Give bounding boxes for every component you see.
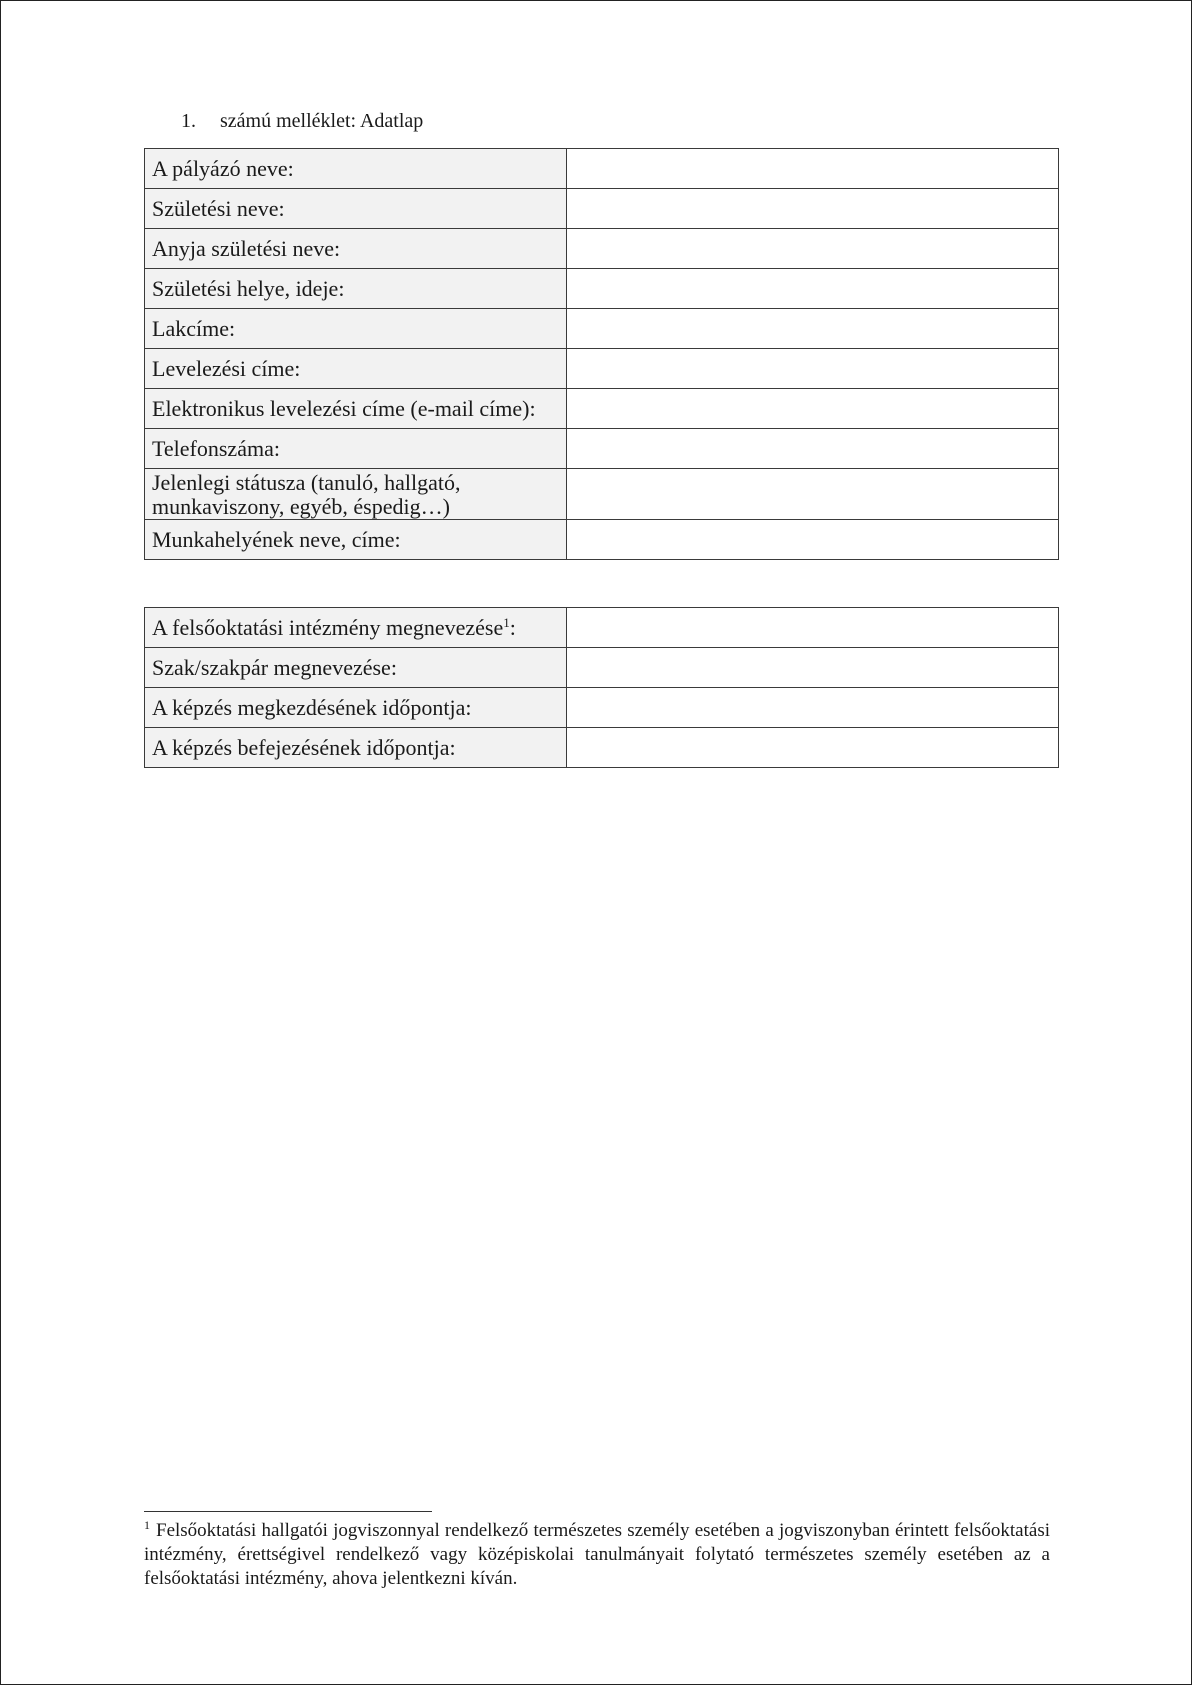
field-value-postal-address[interactable] [567, 349, 1059, 389]
field-label-birth-name: Születési neve: [145, 189, 567, 229]
table-row [145, 688, 1059, 728]
table-row [145, 608, 1059, 648]
applicant-data-table [144, 148, 1059, 560]
field-value-major[interactable] [567, 648, 1059, 688]
field-value-start-date[interactable] [567, 688, 1059, 728]
heading-title: számú melléklet: Adatlap [220, 110, 424, 132]
field-label-address: Lakcíme: [145, 309, 567, 349]
field-label-end-date: A képzés befejezésének időpontja: [145, 728, 567, 768]
table-row [145, 648, 1059, 688]
field-value-current-status[interactable] [567, 469, 1059, 520]
field-value-institution[interactable] [567, 608, 1059, 648]
table-row [145, 349, 1059, 389]
field-label-email: Elektronikus levelezési címe (e-mail címe): [145, 389, 567, 429]
field-label-start-date: A képzés megkezdésének időpontja: [145, 688, 567, 728]
field-label-birth-place-date: Születési helye, ideje: [145, 269, 567, 309]
field-value-email[interactable] [567, 389, 1059, 429]
table-row [145, 149, 1059, 189]
field-label-postal-address: Levelezési címe: [145, 349, 567, 389]
field-value-address[interactable] [567, 309, 1059, 349]
field-label-mother-name: Anyja születési neve: [145, 229, 567, 269]
table-row [145, 269, 1059, 309]
table-row [145, 189, 1059, 229]
field-value-phone[interactable] [567, 429, 1059, 469]
field-value-birth-name[interactable] [567, 189, 1059, 229]
field-label-phone: Telefonszáma: [145, 429, 567, 469]
table-row [145, 469, 1059, 520]
field-label-major: Szak/szakpár megnevezése: [145, 648, 567, 688]
footnote-text: Felsőoktatási hallgatói jogviszonnyal rendelkező természetes személy esetében a jogviszonyban érintett felsőoktatási intézmény, érettségivel rendelkező vagy középiskolai tanulmányait folytató természetes személy esetében az a felsőoktatási intézmény, ahova jelentkezni kíván. [144, 1520, 1050, 1589]
education-data-table [144, 607, 1059, 768]
field-label-applicant-name: A pályázó neve: [145, 149, 567, 189]
field-value-mother-name[interactable] [567, 229, 1059, 269]
field-value-workplace[interactable] [567, 520, 1059, 560]
field-label-institution [145, 608, 567, 648]
footnote-marker: 1 [144, 1518, 150, 1532]
footnote [144, 1519, 1050, 1591]
institution-label-suffix: : [509, 614, 516, 640]
footnote-reference[interactable]: 1 [503, 614, 510, 630]
table-row [145, 520, 1059, 560]
heading-number: 1. [181, 110, 196, 132]
institution-label-text: A felsőoktatási intézmény megnevezése [152, 614, 504, 640]
table-row [145, 229, 1059, 269]
footnote-divider [144, 1511, 432, 1512]
field-value-birth-place-date[interactable] [567, 269, 1059, 309]
table-row [145, 429, 1059, 469]
field-label-current-status: Jelenlegi státusza (tanuló, hallgató, munkaviszony, egyéb, éspedig…) [145, 469, 567, 520]
table-row [145, 309, 1059, 349]
field-value-end-date[interactable] [567, 728, 1059, 768]
table-row [145, 389, 1059, 429]
table-row [145, 728, 1059, 768]
field-value-applicant-name[interactable] [567, 149, 1059, 189]
appendix-heading [181, 109, 423, 133]
field-label-workplace: Munkahelyének neve, címe: [145, 520, 567, 560]
